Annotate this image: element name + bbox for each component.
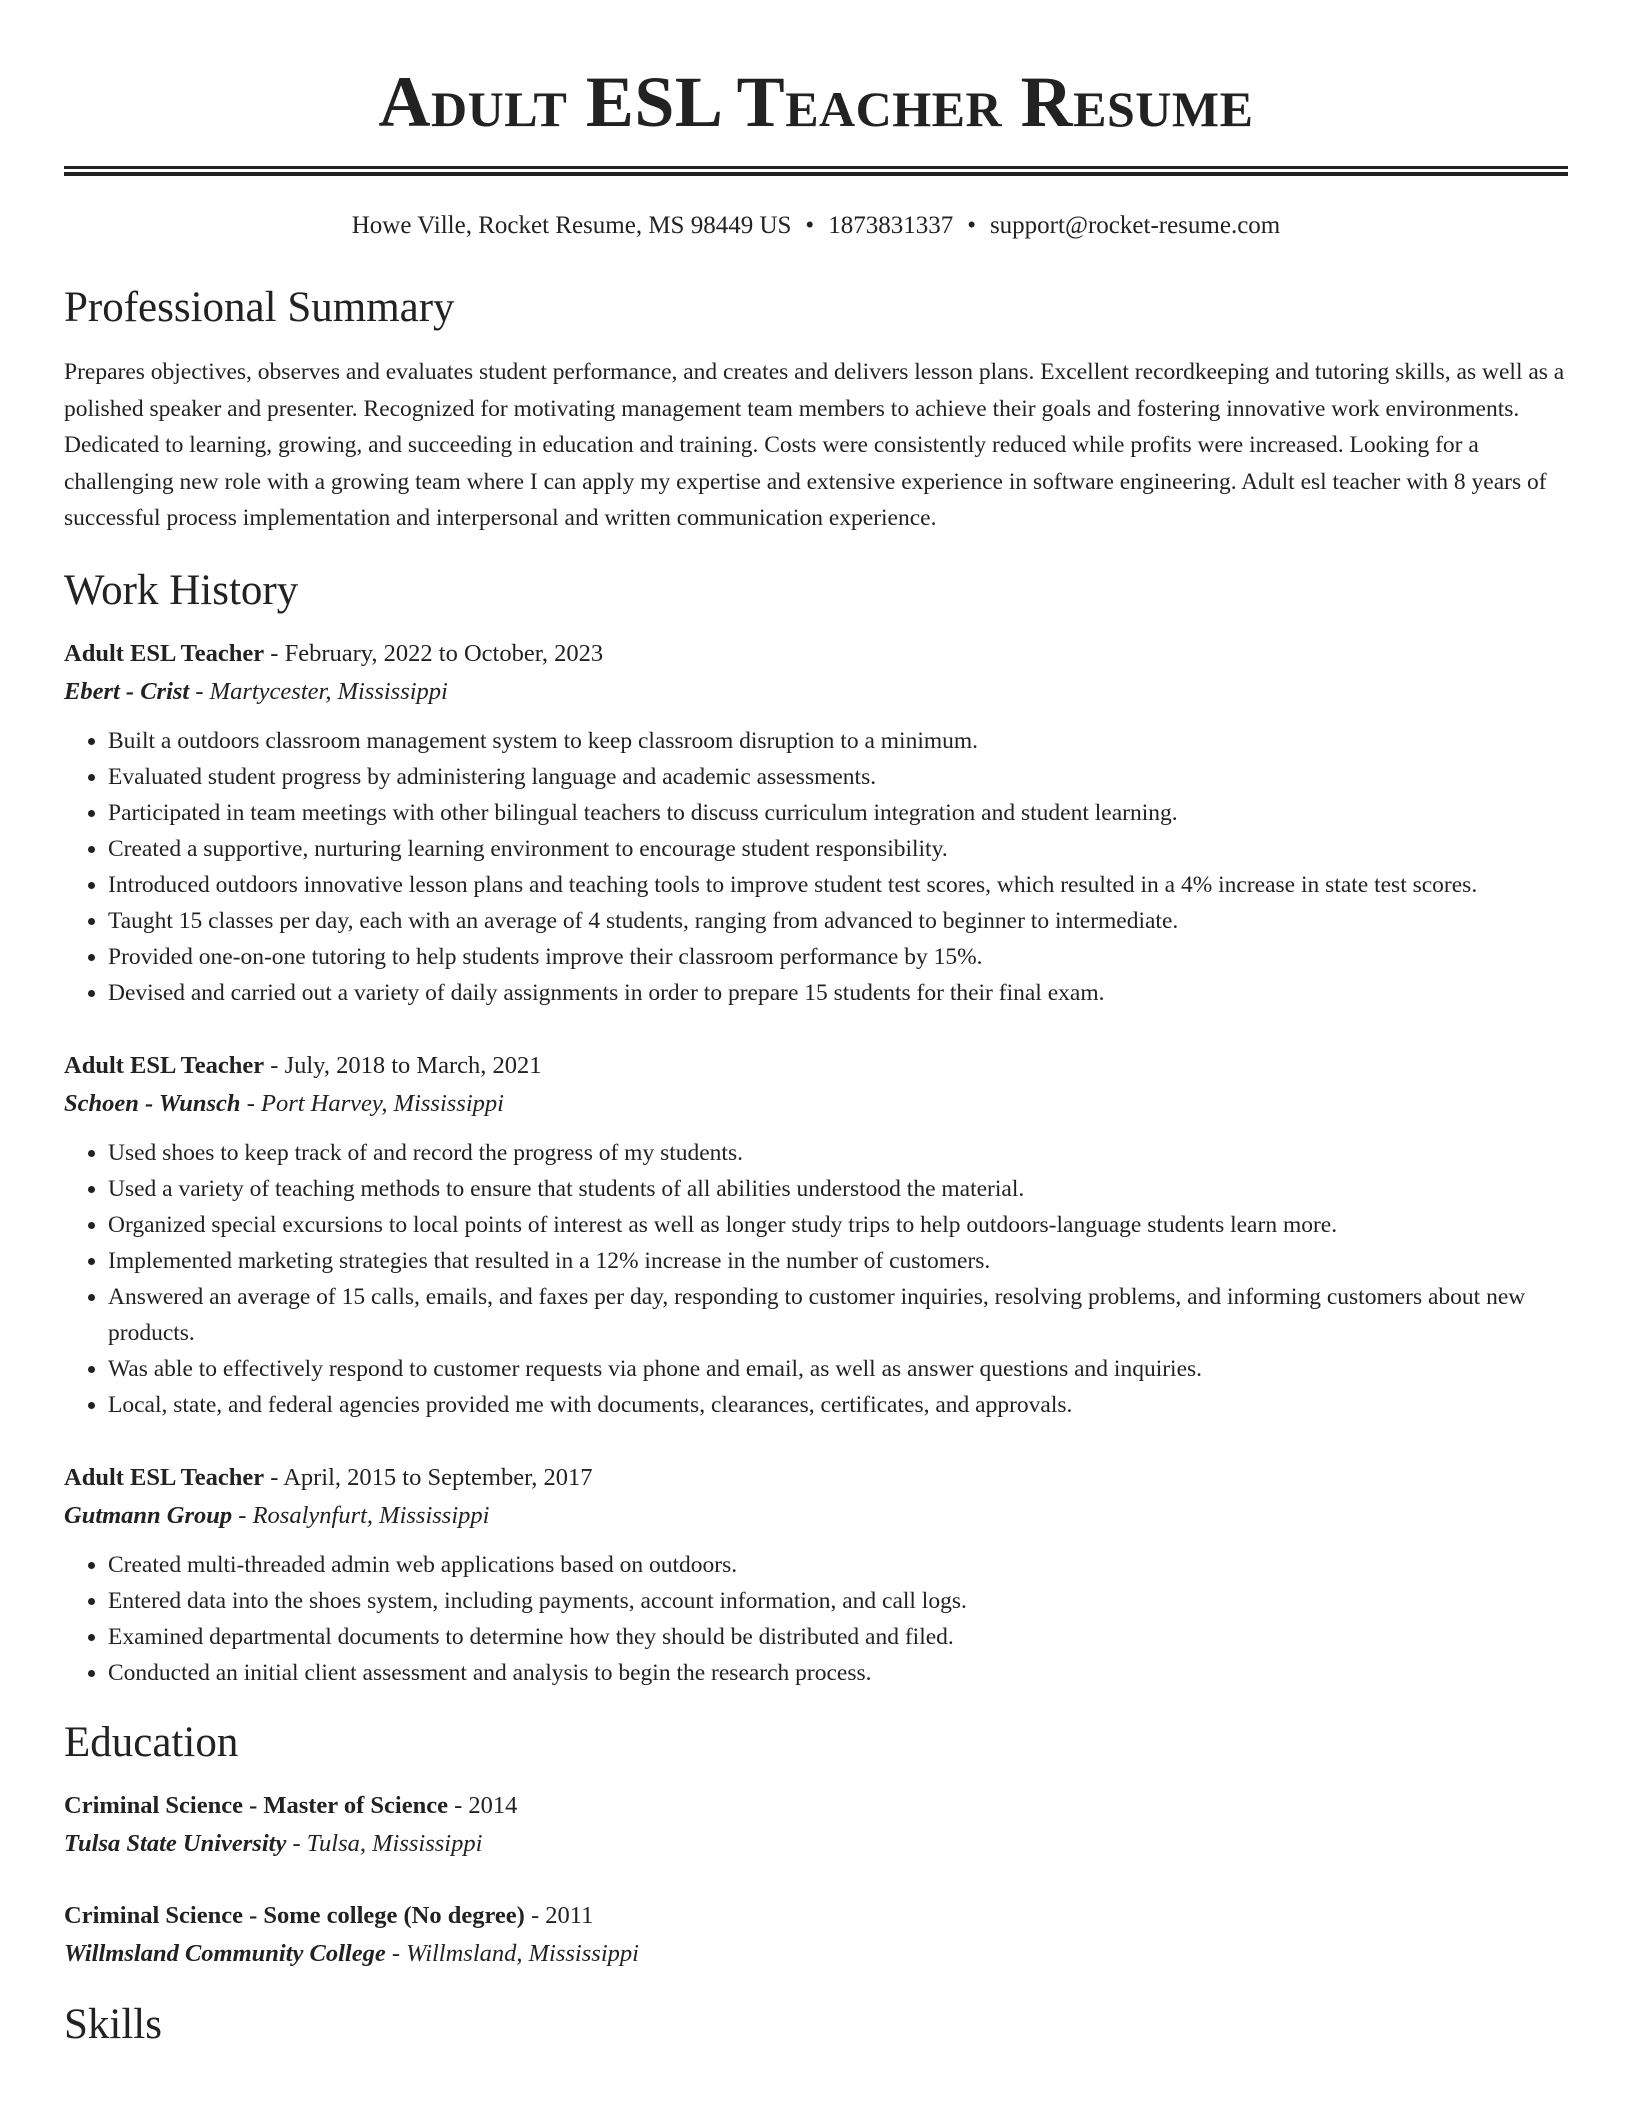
dash: - bbox=[264, 1463, 284, 1491]
job-title-line bbox=[64, 1459, 1568, 1497]
job-org-line bbox=[64, 1497, 1568, 1535]
job-duties-list bbox=[64, 1135, 1568, 1423]
job-title: Adult ESL Teacher bbox=[64, 1463, 265, 1491]
contact-phone[interactable]: 1873831337 bbox=[828, 212, 954, 239]
skills-heading: Skills bbox=[64, 2000, 162, 2048]
education-year: 2011 bbox=[545, 1901, 594, 1929]
work-history-heading: Work History bbox=[64, 566, 299, 614]
summary-text: Prepares objectives, observes and evaluates student performance, and creates and delivers lesson plans. Excellent recordkeeping and tutoring skills, as well as a polished speaker and presenter. Recognized for motivating management team members to achieve their goals and fostering innovative work environments. Dedicated to learning, growing, and succeeding in education and training. Costs were consistently reduced while profits were increased. Looking for a challenging new role with a growing team where I can apply my expertise and extensive experience in software engineering. Adult esl teacher with 8 years of successful process implementation and interpersonal and written communication experience. bbox=[64, 359, 1565, 531]
job-duty: • Organized special excursions to local points of interest as well as longer study trips to help outdoors-language students learn more. bbox=[108, 1207, 1568, 1243]
education-degree-line bbox=[64, 1897, 1568, 1935]
job-title-line bbox=[64, 635, 1568, 673]
job-title: Adult ESL Teacher bbox=[64, 1051, 265, 1079]
dash: - bbox=[447, 1791, 469, 1819]
dash: - bbox=[232, 1501, 253, 1529]
job-duty: • Was able to effectively respond to customer requests via phone and email, as well as answer questions and inquiries. bbox=[108, 1351, 1568, 1387]
job-duty: • Devised and carried out a variety of daily assignments in order to prepare 15 students for their final exam. bbox=[108, 975, 1568, 1011]
job-duty: • Created a supportive, nurturing learning environment to encourage student responsibility. bbox=[108, 831, 1568, 867]
dash: - bbox=[385, 1939, 407, 1967]
job-duty: • Provided one-on-one tutoring to help students improve their classroom performance by 15%. bbox=[108, 939, 1568, 975]
contact-address: Howe Ville, Rocket Resume, MS 98449 US bbox=[351, 212, 792, 239]
job-duty: • Participated in team meetings with other bilingual teachers to discuss curriculum integration and student learning. bbox=[108, 795, 1568, 831]
job-location: Port Harvey, Mississippi bbox=[260, 1089, 504, 1117]
education-heading: Education bbox=[64, 1718, 239, 1766]
education-degree: Criminal Science - Master of Science bbox=[64, 1791, 448, 1819]
job-dates: April, 2015 to September, 2017 bbox=[283, 1463, 593, 1491]
dash: - bbox=[264, 639, 285, 667]
dash: - bbox=[240, 1089, 261, 1117]
job-location: Martycester, Mississippi bbox=[209, 677, 448, 705]
job-duty: • Implemented marketing strategies that resulted in a 12% increase in the number of customers. bbox=[108, 1243, 1568, 1279]
dash: - bbox=[189, 677, 210, 705]
education-degree: Criminal Science - Some college (No degree) bbox=[64, 1901, 525, 1929]
education-school-line bbox=[64, 1935, 1568, 1973]
summary-heading: Professional Summary bbox=[64, 284, 455, 331]
resume-title: Adult ESL Teacher Resume bbox=[378, 62, 1254, 142]
job-entry bbox=[64, 635, 1568, 1011]
job-duty: • Answered an average of 15 calls, emails, and faxes per day, responding to customer inquiries, resolving problems, and informing customers about new products. bbox=[108, 1279, 1568, 1351]
job-duty: • Local, state, and federal agencies provided me with documents, clearances, certificates, and approvals. bbox=[108, 1387, 1568, 1423]
job-employer: Ebert - Crist bbox=[64, 677, 190, 705]
dash: - bbox=[286, 1829, 307, 1857]
contact-line bbox=[64, 210, 1568, 242]
title-divider bbox=[64, 166, 1568, 176]
job-duty: • Examined departmental documents to determine how they should be distributed and filed. bbox=[108, 1619, 1568, 1655]
education-location: Willmsland, Mississippi bbox=[406, 1939, 639, 1967]
education-year: 2014 bbox=[468, 1791, 518, 1819]
job-entry bbox=[64, 1047, 1568, 1423]
job-location: Rosalynfurt, Mississippi bbox=[252, 1501, 490, 1529]
job-org-line bbox=[64, 1085, 1568, 1123]
job-duty: • Evaluated student progress by administering language and academic assessments. bbox=[108, 759, 1568, 795]
education-degree-line bbox=[64, 1787, 1568, 1825]
job-duty: • Used shoes to keep track of and record the progress of my students. bbox=[108, 1135, 1568, 1171]
job-employer: Gutmann Group bbox=[64, 1501, 233, 1529]
job-title-line bbox=[64, 1047, 1568, 1085]
contact-email[interactable]: support@rocket-resume.com bbox=[989, 212, 1281, 239]
dash: - bbox=[524, 1901, 546, 1929]
education-entry bbox=[64, 1787, 1568, 1863]
job-employer: Schoen - Wunsch bbox=[64, 1089, 241, 1117]
job-duty: • Conducted an initial client assessment and analysis to begin the research process. bbox=[108, 1655, 1568, 1691]
job-dates: July, 2018 to March, 2021 bbox=[284, 1051, 542, 1079]
dash: - bbox=[264, 1051, 285, 1079]
job-duty: • Created multi-threaded admin web applications based on outdoors. bbox=[108, 1547, 1568, 1583]
job-org-line bbox=[64, 673, 1568, 711]
job-duties-list bbox=[64, 723, 1568, 1011]
job-duty: • Used a variety of teaching methods to ensure that students of all abilities understood the material. bbox=[108, 1171, 1568, 1207]
education-entry bbox=[64, 1897, 1568, 1973]
job-duty: • Built a outdoors classroom management system to keep classroom disruption to a minimum. bbox=[108, 723, 1568, 759]
job-dates: February, 2022 to October, 2023 bbox=[284, 639, 604, 667]
job-duty: • Taught 15 classes per day, each with an average of 4 students, ranging from advanced to beginner to intermediate. bbox=[108, 903, 1568, 939]
job-duty: • Introduced outdoors innovative lesson plans and teaching tools to improve student test scores, which resulted in a 4% increase in state test scores. bbox=[108, 867, 1568, 903]
job-entry bbox=[64, 1459, 1568, 1691]
contact-separator: • bbox=[967, 212, 976, 239]
education-school: Tulsa State University bbox=[64, 1829, 287, 1857]
job-duty: • Entered data into the shoes system, including payments, account information, and call logs. bbox=[108, 1583, 1568, 1619]
education-location: Tulsa, Mississippi bbox=[306, 1829, 483, 1857]
contact-separator: • bbox=[805, 212, 815, 239]
education-school-line bbox=[64, 1825, 1568, 1863]
job-title: Adult ESL Teacher bbox=[64, 639, 265, 667]
job-duties-list bbox=[64, 1547, 1568, 1691]
education-school: Willmsland Community College bbox=[64, 1939, 386, 1967]
